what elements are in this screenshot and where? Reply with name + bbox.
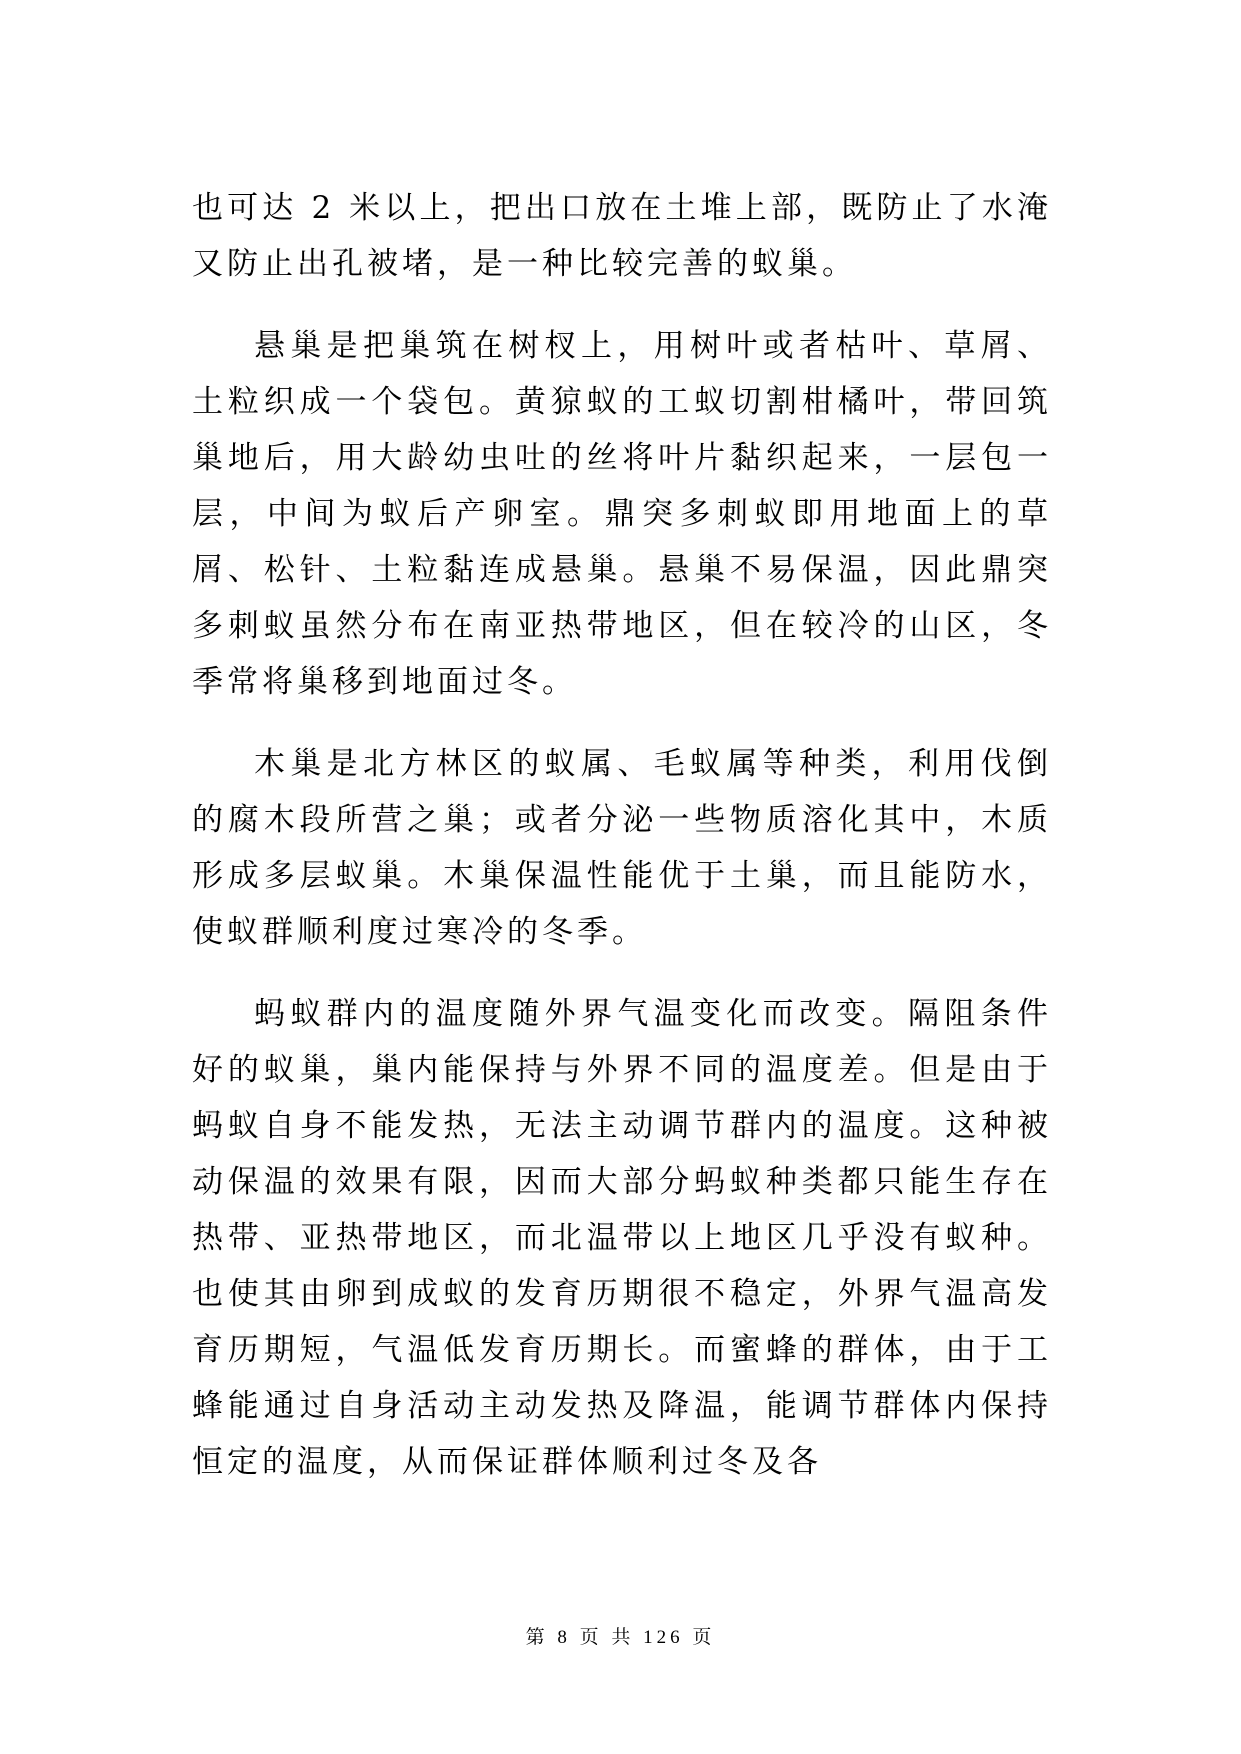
paragraph-3: 木巢是北方林区的蚁属、毛蚁属等种类，利用伐倒的腐木段所营之巢；或者分泌一些物质溶化其中，木质形成多层蚁巢。木巢保温性能优于土巢，而且能防水，使蚁群顺利度过寒冷的冬季。 xyxy=(192,746,1052,950)
paragraph-2: 悬巢是把巢筑在树杈上，用树叶或者枯叶、草屑、土粒织成一个袋包。黄猄蚁的工蚁切割柑橘叶，带回筑巢地后，用大龄幼虫吐的丝将叶片黏织起来，一层包一层，中间为蚁后产卵室。鼎突多刺蚁即用地面上的草屑、松针、土粒黏连成悬巢。悬巢不易保温，因此鼎突多刺蚁虽然分布在南亚热带地区，但在较冷的山区，冬季常将巢移到地面过冬。 xyxy=(192,328,1052,700)
paragraph-4: 蚂蚁群内的温度随外界气温变化而改变。隔阻条件好的蚁巢，巢内能保持与外界不同的温度差。但是由于蚂蚁自身不能发热，无法主动调节群内的温度。这种被动保温的效果有限，因而大部分蚂蚁种类都只能生存在热带、亚热带地区，而北温带以上地区几乎没有蚁种。也使其由卵到成蚁的发育历期很不稳定，外界气温高发育历期短，气温低发育历期长。而蜜蜂的群体，由于工蜂能通过自身活动主动发热及降温，能调节群体内保持恒定的温度，从而保证群体顺利过冬及各 xyxy=(192,996,1052,1480)
paragraph-1: 也可达 2 米以上，把出口放在土堆上部，既防止了水淹又防止出孔被堵，是一种比较完善的蚁巢。 xyxy=(192,190,1052,282)
page-footer: 第 8 页 共 126 页 xyxy=(525,1627,716,1648)
paragraph-spacer xyxy=(192,710,1052,736)
body-text xyxy=(192,180,1052,1490)
paragraph-spacer xyxy=(192,292,1052,318)
paragraph-spacer xyxy=(192,960,1052,986)
